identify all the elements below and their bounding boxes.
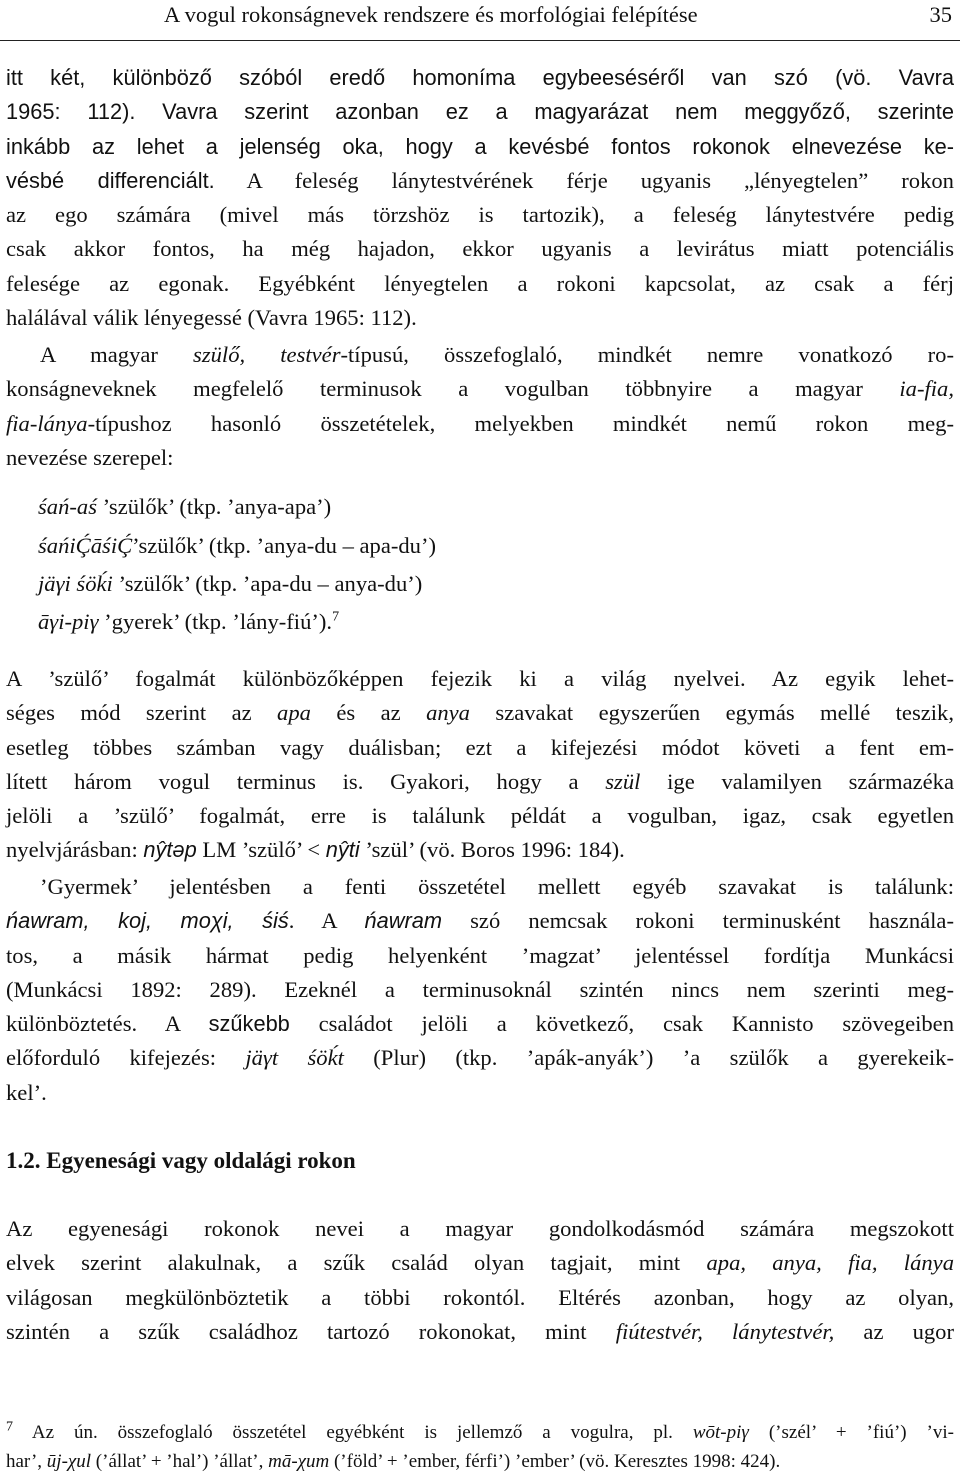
- text-line: inkább az lehet a jelenség oka, hogy a kevésbé fontos rokonok elnevezése ke-: [6, 133, 954, 159]
- text-span: Az ún. összefoglaló összetétel egyébként is jellemző a vogulra, pl.: [13, 1422, 693, 1443]
- text-span: elvek szerint alakulnak, a szűk család olyan tagjait, mint: [6, 1250, 707, 1276]
- italic-term: nŷtəp: [143, 837, 197, 863]
- italic-term: fiútestvér, lánytestvér,: [615, 1318, 835, 1344]
- text-line: [6, 696, 954, 730]
- text-span: har’,: [6, 1451, 47, 1472]
- footnote: [6, 1418, 954, 1476]
- italic-term: wōt-piγ: [692, 1422, 749, 1443]
- text-line: [6, 1246, 954, 1280]
- text-line: nevezése szerepel:: [6, 444, 174, 470]
- italic-term: ūj-χul: [46, 1451, 92, 1472]
- text-span: különböztetés. A: [6, 1011, 209, 1037]
- text-line: [6, 407, 954, 441]
- text-line: [6, 1315, 954, 1349]
- text-line: itt két, különböző szóból eredő homoníma egybeeséséről van szó (vö. Vavra: [6, 65, 954, 90]
- vogul-term: śań-aś: [38, 494, 97, 519]
- text-line: [6, 338, 954, 372]
- text-span: LM ’szülő’ <: [196, 837, 326, 863]
- text-span: szintén a szűk családhoz tartozó rokonokat, mint: [6, 1318, 616, 1344]
- text-span: felesége az egonak.: [6, 270, 230, 296]
- text-line: [6, 267, 954, 301]
- gloss: ’gyerek’ (tkp. ’lány-fiú’).: [98, 609, 333, 634]
- example-2: [38, 533, 436, 559]
- italic-term: nŷti: [325, 837, 360, 863]
- paragraph-4: [6, 870, 954, 1110]
- paragraph-5: [6, 1212, 954, 1349]
- text-line: halálával válik lényegessé (Vavra 1965: 112).: [6, 305, 417, 331]
- text-line: [6, 765, 954, 799]
- text-span: szó nemcsak rokoni terminusként használa-: [442, 908, 954, 934]
- vogul-term: śańiḈāśiḈ: [38, 533, 133, 558]
- italic-term: ńawram, koj, moχi, śiś: [6, 908, 289, 934]
- text-span: -típushoz hasonló összetételek, melyekben mindkét nemű rokon meg-: [87, 410, 954, 436]
- text-span: konságneveknek megfelelő terminusok a vogulban többnyire a magyar: [6, 376, 900, 402]
- text-line: világosan megkülönböztetik a többi rokontól. Eltérés azonban, hogy az olyan,: [6, 1284, 954, 1310]
- text-span: ige valamilyen származéka: [640, 768, 954, 794]
- text-span: Egyébként lényegtelen a rokoni kapcsolat, az csak a férj: [229, 270, 954, 296]
- italic-term: szül: [605, 768, 641, 794]
- text-span: lített három vogul terminus is. Gyakori, hogy a: [6, 768, 606, 794]
- text-span: előforduló kifejezés:: [6, 1045, 246, 1071]
- text-line: ’Gyermek’ jelentésben a fenti összetétel mellett egyéb szavakat is találunk:: [40, 874, 954, 899]
- text-line: [6, 833, 954, 867]
- text-span: (’föld’ + ’ember, férfi’) ’ember’ (vö. Keresztes 1998: 424).: [329, 1451, 781, 1472]
- text-span: (’szél’ + ’fiú’) ’vi-: [748, 1422, 954, 1443]
- footnote-line: [6, 1418, 954, 1447]
- italic-term: jäγt śöḱt: [245, 1045, 344, 1071]
- running-header: [0, 0, 960, 41]
- italic-term: apa: [277, 700, 311, 726]
- gloss: ’szülők’ (tkp. ’anya-du – apa-du’): [132, 533, 437, 558]
- text-span: szavakat egyszerűen egymás mellé teszik,: [469, 700, 954, 726]
- paragraph-1: [6, 61, 954, 335]
- text-line: csak akkor fontos, ha még hajadon, ekkor ugyanis a levirátus miatt potenciális: [6, 236, 954, 262]
- text-span: és az: [310, 700, 427, 726]
- text-line: kel’.: [6, 1079, 47, 1105]
- text-line: az ego számára (mivel más törzshöz is tartozik), a feleség lánytestvére pedig: [6, 202, 954, 228]
- italic-term: apa, anya, fia, lánya: [706, 1250, 955, 1276]
- example-3: [38, 571, 422, 597]
- text-line: (Munkácsi 1892: 289). Ezeknél a terminusoknál szintén nincs nem szerinti meg-: [6, 976, 954, 1002]
- section-heading: 1.2. Egyenesági vagy oldalági rokon: [6, 1148, 356, 1173]
- paragraph-2: [6, 338, 954, 475]
- example-4: [38, 609, 339, 635]
- paragraph-3: [6, 662, 954, 868]
- text-line: tos, a másik hármat pedig helyenként ’magzat’ jelentéssel fordítja Munkácsi: [6, 942, 954, 968]
- footnote-ref: 7: [332, 609, 340, 625]
- example-1: [38, 494, 331, 520]
- text-line: [6, 904, 954, 938]
- text-span: (Plur) (tkp. ’apák-anyák’) ’a szülők a gyerekeik-: [343, 1045, 954, 1071]
- text-span: A feleség lánytestvérének férje ugyanis „lényegtelen” rokon: [214, 167, 954, 193]
- text-line: [6, 1041, 954, 1075]
- text-span: vésbé differenciált.: [6, 167, 215, 193]
- text-span: az ugor: [834, 1318, 955, 1344]
- italic-term: szülő, testvér: [193, 342, 341, 367]
- text-span: szűkebb: [208, 1011, 290, 1037]
- text-line: A ’szülő’ fogalmát különbözőképpen fejezik ki a világ nyelvei. Az egyik lehet-: [6, 666, 954, 691]
- text-span: családot jelöli a következő, csak Kannisto szövegeiben: [289, 1011, 954, 1037]
- footnote-line: [6, 1447, 954, 1476]
- text-line: [6, 164, 954, 198]
- page-number: 35: [929, 2, 952, 27]
- text-span: -típusú, összefoglaló, mindkét nemre vonatkozó ro-: [340, 342, 954, 367]
- text-line: [6, 372, 954, 406]
- gloss: ’szülők’ (tkp. ’anya-apa’): [97, 494, 332, 519]
- text-line: jelöli a ’szülő’ fogalmát, erre is találunk példát a vogulban, igaz, csak egyetlen: [6, 803, 954, 829]
- text-line: 1965: 112). Vavra szerint azonban ez a magyarázat nem meggyőző, szerinte: [6, 99, 954, 125]
- italic-term: anya: [426, 700, 470, 726]
- text-span: séges mód szerint az: [6, 700, 278, 726]
- vogul-term: āγi-piγ: [38, 609, 99, 634]
- text-line: Az egyenesági rokonok nevei a magyar gondolkodásmód számára megszokott: [6, 1216, 954, 1241]
- text-line: [6, 1007, 954, 1041]
- italic-term: mā-χum: [268, 1451, 330, 1472]
- italic-term: ńawram: [364, 908, 443, 934]
- italic-term: fia-lánya: [6, 410, 88, 436]
- vogul-term: jäγi śöḱi: [38, 571, 113, 596]
- gloss: ’szülők’ (tkp. ’apa-du – anya-du’): [112, 571, 423, 596]
- text-span: (’állat’ + ’hal’) ’állat’,: [91, 1451, 269, 1472]
- footnote-number: 7: [6, 1419, 13, 1435]
- text-span: A magyar: [40, 342, 194, 367]
- italic-term: ia-fia,: [899, 376, 954, 402]
- text-span: nyelvjárásban:: [6, 837, 144, 863]
- text-span: ’szül’ (vö. Boros 1996: 184).: [359, 837, 625, 863]
- text-span: . A: [288, 908, 365, 934]
- text-line: esetleg többes számban vagy duálisban; ezt a kifejezési módot követi a fent em-: [6, 734, 954, 760]
- running-title: A vogul rokonságnevek rendszere és morfológiai felépítése: [164, 2, 698, 27]
